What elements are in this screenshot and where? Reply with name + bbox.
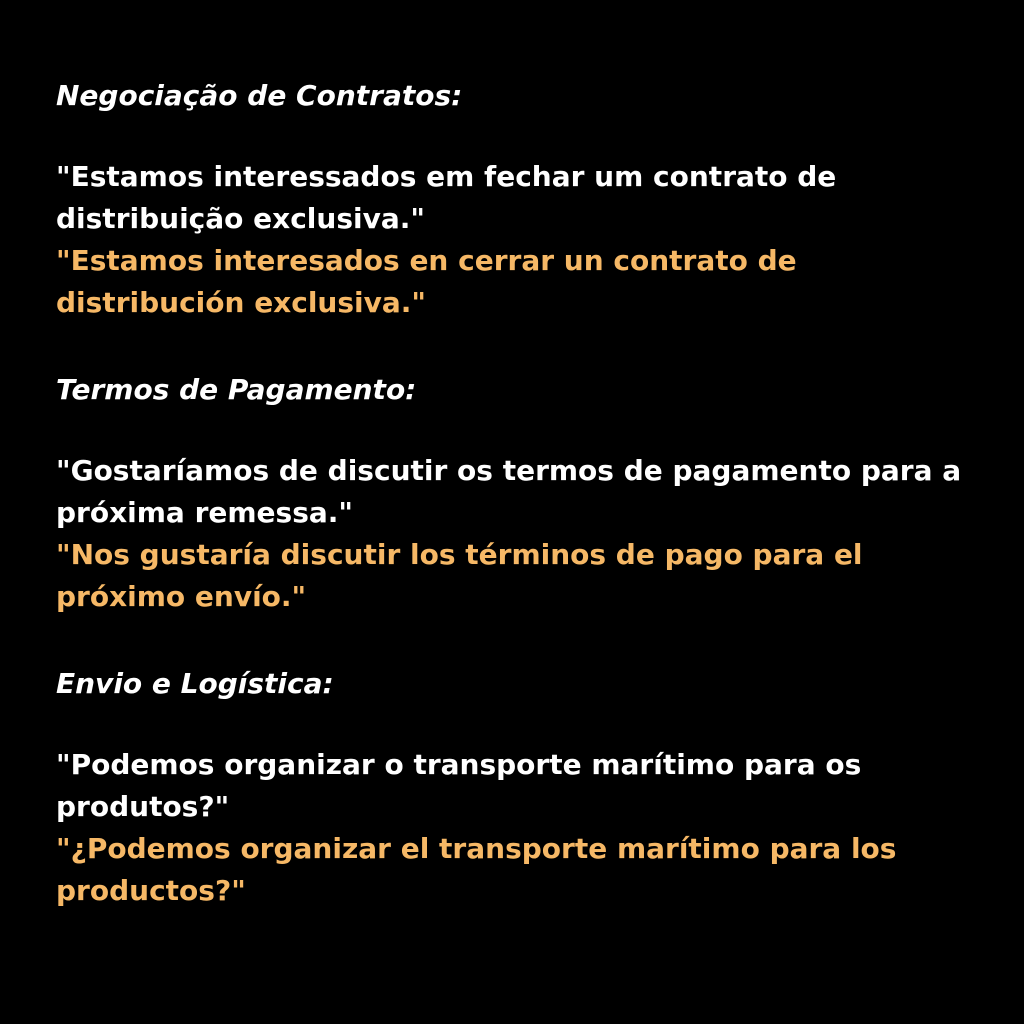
spanish-phrase: "Nos gustaría discutir los términos de pago para el próximo envío." — [56, 538, 863, 613]
portuguese-phrase: "Estamos interessados em fechar um contrato de distribuição exclusiva." — [56, 160, 837, 235]
section-payment-terms — [56, 368, 968, 618]
section-heading: Envio e Logística: — [56, 667, 334, 700]
section-shipping-logistics — [56, 662, 968, 912]
section-heading: Termos de Pagamento: — [56, 373, 417, 406]
section-heading: Negociação de Contratos: — [56, 79, 463, 112]
spanish-phrase: "Estamos interesados en cerrar un contrato de distribución exclusiva." — [56, 244, 797, 319]
section-contract-negotiation — [56, 74, 968, 324]
section-spacer — [56, 618, 968, 662]
spanish-phrase: "¿Podemos organizar el transporte marítimo para los productos?" — [56, 832, 897, 907]
phrase-card — [56, 74, 968, 912]
section-spacer — [56, 324, 968, 368]
portuguese-phrase: "Gostaríamos de discutir os termos de pagamento para a próxima remessa." — [56, 454, 962, 529]
portuguese-phrase: "Podemos organizar o transporte marítimo para os produtos?" — [56, 748, 862, 823]
